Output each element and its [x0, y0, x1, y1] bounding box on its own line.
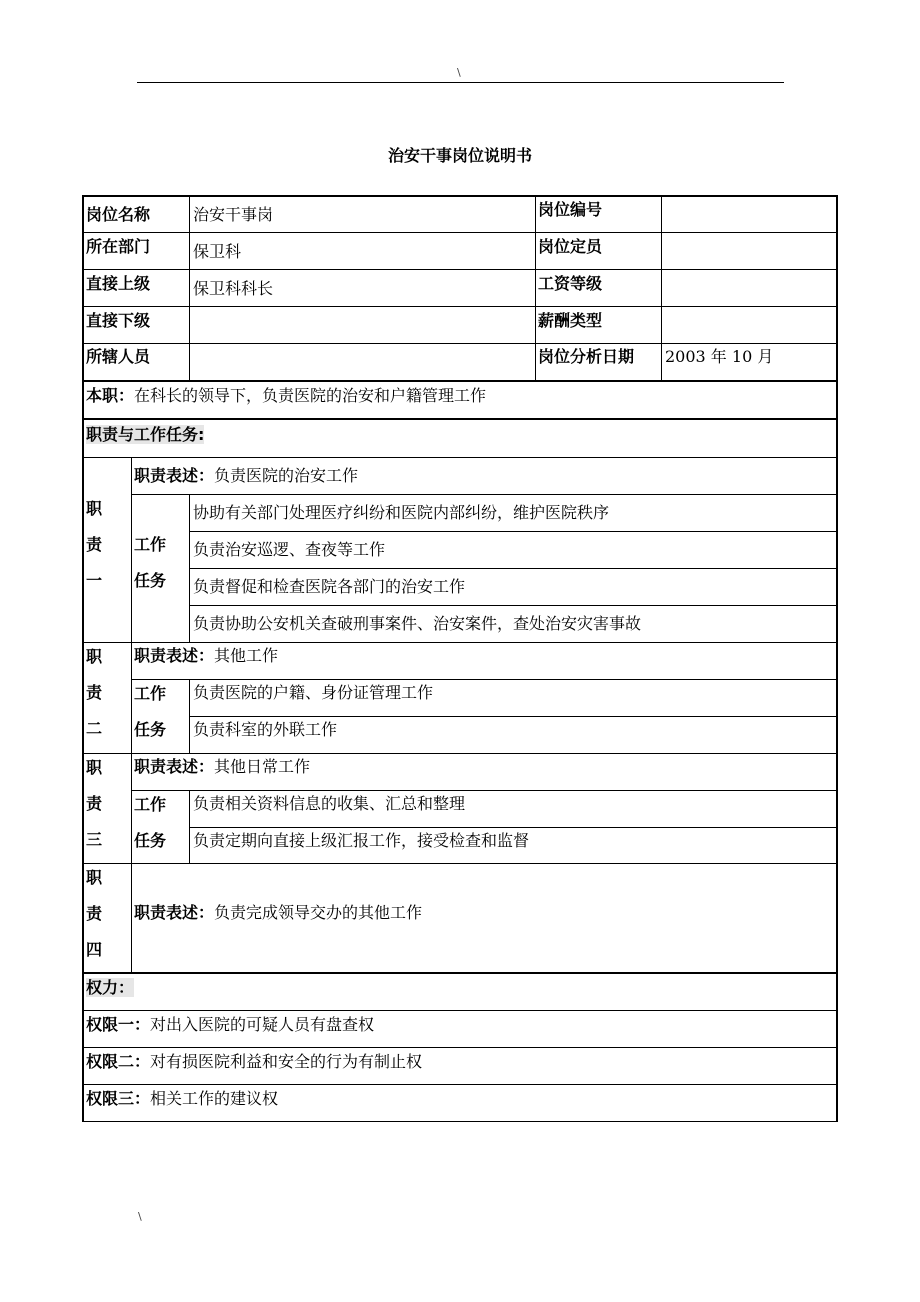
duty-1-task: 负责治安巡逻、查夜等工作	[193, 540, 386, 559]
power-2	[86, 1052, 422, 1072]
col-line	[661, 195, 662, 380]
power-1-text: 对出入医院的可疑人员有盘查权	[150, 1015, 375, 1034]
power-heading-text: 权力：	[86, 978, 135, 997]
duty-2-desc-label: 职责表述：	[134, 646, 215, 665]
duty-3-description	[134, 757, 310, 777]
duty-1-task-label-line: 工作	[134, 535, 167, 554]
department-label: 所在部门	[86, 237, 151, 256]
duty-2-task-label	[134, 676, 166, 748]
position-no-label: 岗位编号	[538, 200, 603, 219]
role-text: 在科长的领导下，负责医院的治安和户籍管理工作	[134, 386, 487, 405]
row-line	[82, 753, 838, 754]
duty-1-desc-label: 职责表述：	[134, 466, 215, 485]
duty-1-description	[134, 466, 358, 486]
power-2-text: 对有损医院利益和安全的行为有制止权	[150, 1052, 423, 1071]
row-line	[82, 972, 838, 974]
duties-heading-text: 职责与工作任务:	[86, 425, 205, 444]
staff-label: 所辖人员	[86, 347, 151, 366]
table-border-left	[82, 195, 84, 1122]
duty-1-task-label	[134, 527, 166, 599]
duty-1-label-char: 一	[86, 571, 103, 590]
col-line	[189, 494, 190, 642]
subordinate-label: 直接下级	[86, 311, 151, 330]
position-name-label: 岗位名称	[86, 205, 151, 224]
duty-4-description	[134, 903, 422, 923]
analysis-date-value: 2003 年 10 月	[665, 347, 774, 366]
row-line	[189, 716, 838, 717]
duty-3-task: 负责定期向直接上级汇报工作，接受检查和监督	[193, 831, 530, 850]
wage-grade-label: 工资等级	[538, 274, 603, 293]
row-line	[82, 1084, 838, 1085]
duty-1-label-char: 责	[86, 535, 103, 554]
duty-3-label-char: 职	[86, 758, 103, 777]
page-title: 治安干事岗位说明书	[387, 146, 532, 165]
col-line	[189, 679, 190, 753]
duty-3-label-char: 三	[86, 830, 103, 849]
row-line	[131, 494, 838, 495]
duty-3-label	[86, 750, 102, 858]
power-3-label: 权限三：	[86, 1089, 151, 1108]
duty-1-task: 负责督促和检查医院各部门的治安工作	[193, 577, 466, 596]
power-2-label: 权限二：	[86, 1052, 151, 1071]
power-1-label: 权限一：	[86, 1015, 151, 1034]
table-border-right	[836, 195, 838, 1122]
duty-1-task: 协助有关部门处理医疗纠纷和医院内部纠纷，维护医院秩序	[193, 503, 610, 522]
row-line	[189, 605, 838, 606]
duty-4-desc-label: 职责表述：	[134, 903, 215, 922]
row-line	[189, 568, 838, 569]
duty-3-task: 负责相关资料信息的收集、汇总和整理	[193, 794, 466, 813]
headcount-label: 岗位定员	[538, 237, 603, 256]
power-3-text: 相关工作的建议权	[150, 1089, 279, 1108]
footer-mark: \	[138, 1210, 142, 1223]
duty-1-desc-text: 负责医院的治安工作	[214, 466, 359, 485]
duty-1-task: 负责协助公安机关查破刑事案件、治安案件，查处治安灾害事故	[193, 614, 642, 633]
row-line	[82, 343, 838, 344]
power-heading	[86, 978, 134, 998]
duty-2-task-label-line: 任务	[134, 720, 167, 739]
row-line	[189, 531, 838, 532]
row-line	[82, 457, 838, 458]
superior-label: 直接上级	[86, 274, 151, 293]
duty-2-task: 负责医院的户籍、身份证管理工作	[193, 683, 434, 702]
analysis-date-label: 岗位分析日期	[538, 347, 635, 366]
duty-3-task-label	[134, 787, 166, 859]
duty-2-label-char: 职	[86, 647, 103, 666]
role-row	[86, 386, 486, 406]
duty-4-desc-text: 负责完成领导交办的其他工作	[214, 903, 423, 922]
duty-2-label-char: 责	[86, 683, 103, 702]
duty-2-description	[134, 646, 278, 666]
superior-value: 保卫科科长	[193, 279, 274, 298]
row-line	[82, 232, 838, 233]
row-line	[82, 1010, 838, 1011]
duty-3-task-label-line: 任务	[134, 831, 167, 850]
role-label: 本职：	[86, 386, 135, 405]
duty-1-label-char: 职	[86, 499, 103, 518]
row-line	[131, 679, 838, 680]
duty-2-task-label-line: 工作	[134, 684, 167, 703]
department-value: 保卫科	[193, 242, 242, 261]
col-line	[535, 195, 536, 380]
duty-2-desc-text: 其他工作	[214, 646, 279, 665]
duty-4-label-char: 职	[86, 868, 103, 887]
duty-4-label-char: 责	[86, 904, 103, 923]
col-line	[131, 457, 132, 972]
duty-4-label	[86, 860, 102, 968]
row-line	[82, 1047, 838, 1048]
duty-3-desc-label: 职责表述：	[134, 757, 215, 776]
table-border-top	[82, 195, 838, 197]
duty-2-label-char: 二	[86, 719, 103, 738]
position-name-value: 治安干事岗	[193, 205, 274, 224]
duty-3-task-label-line: 工作	[134, 795, 167, 814]
duty-3-desc-text: 其他日常工作	[214, 757, 311, 776]
row-line	[82, 642, 838, 643]
header-mark: \	[457, 66, 461, 79]
col-line	[189, 790, 190, 863]
row-line	[131, 790, 838, 791]
row-line	[82, 418, 838, 420]
duty-2-task: 负责科室的外联工作	[193, 720, 338, 739]
pay-type-label: 薪酬类型	[538, 311, 603, 330]
row-line	[82, 306, 838, 307]
power-3	[86, 1089, 278, 1109]
header-rule	[137, 82, 784, 83]
duties-heading	[86, 425, 204, 445]
power-1	[86, 1015, 374, 1035]
job-description-table	[82, 195, 838, 1122]
duty-2-label	[86, 639, 102, 747]
row-line	[82, 380, 838, 382]
duty-1-label	[86, 491, 102, 599]
table-border-bottom	[82, 1121, 838, 1122]
row-line	[189, 827, 838, 828]
col-line	[189, 195, 190, 380]
duty-1-task-label-line: 任务	[134, 571, 167, 590]
row-line	[82, 269, 838, 270]
row-line	[82, 863, 838, 864]
duty-4-label-char: 四	[86, 940, 103, 959]
duty-3-label-char: 责	[86, 794, 103, 813]
